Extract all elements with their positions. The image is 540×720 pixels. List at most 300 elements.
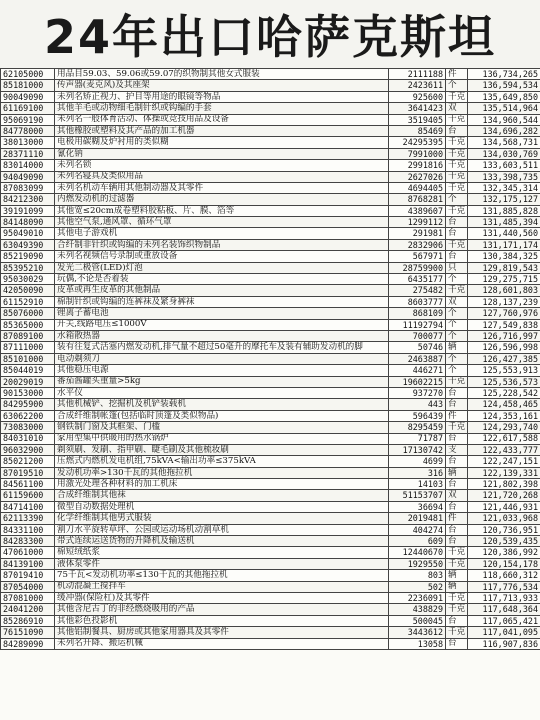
table-row	[1, 217, 540, 228]
product-name-cell: 氰化钠	[55, 148, 389, 159]
product-name-cell: 合成纤维制其他袜	[55, 490, 389, 501]
table-row	[1, 422, 540, 433]
quantity-cell: 7991000	[389, 148, 446, 159]
table-row	[1, 627, 540, 638]
hs-code-cell: 62113390	[1, 513, 55, 524]
product-name-cell: 其他彩色投影机	[55, 615, 389, 626]
table-row	[1, 444, 540, 455]
quantity-cell: 24295395	[389, 137, 446, 148]
product-name-cell: 钢铁制门窗及其框架、门槛	[55, 422, 389, 433]
unit-cell: 件	[446, 69, 468, 80]
quantity-cell: 71787	[389, 433, 446, 444]
unit-cell: 台	[446, 479, 468, 490]
unit-cell: 千克	[446, 205, 468, 216]
table-row	[1, 239, 540, 250]
product-name-cell: 其他稳压电源	[55, 365, 389, 376]
quantity-cell: 2463887	[389, 353, 446, 364]
product-name-cell: 水平仪	[55, 387, 389, 398]
unit-cell: 辆	[446, 581, 468, 592]
unit-cell: 件	[446, 410, 468, 421]
unit-cell: 辆	[446, 570, 468, 581]
quantity-cell: 438829	[389, 604, 446, 615]
hs-code-cell: 24041200	[1, 604, 55, 615]
table-row	[1, 296, 540, 307]
product-name-cell: 带式连续运送货物的升降机及输送机	[55, 536, 389, 547]
quantity-cell: 12440670	[389, 547, 446, 558]
quantity-cell: 17130742	[389, 444, 446, 455]
value-cell: 131,171,174	[468, 239, 540, 250]
export-table-body	[1, 69, 540, 650]
hs-code-cell: 87111000	[1, 342, 55, 353]
value-cell: 117,713,933	[468, 592, 540, 603]
product-name-cell: 75千瓦<发动机功率≤130千瓦的其他拖拉机	[55, 570, 389, 581]
table-row	[1, 558, 540, 569]
table-row	[1, 103, 540, 114]
table-row	[1, 638, 540, 649]
value-cell: 126,427,385	[468, 353, 540, 364]
unit-cell: 千克	[446, 182, 468, 193]
product-name-cell: 缓冲器(保险杠)及其零件	[55, 592, 389, 603]
hs-code-cell: 62105000	[1, 69, 55, 80]
quantity-cell: 4389607	[389, 205, 446, 216]
product-name-cell: 用激光处理各种材料的加工机床	[55, 479, 389, 490]
unit-cell: 个	[446, 365, 468, 376]
product-name-cell: 棉制针织或钩编的连裤袜及紧身裤袜	[55, 296, 389, 307]
quantity-cell: 4699	[389, 456, 446, 467]
unit-cell: 台	[446, 125, 468, 136]
table-row	[1, 479, 540, 490]
hs-code-cell: 85044019	[1, 365, 55, 376]
product-name-cell: 合成纤维制帐篷(包括临时顶篷及类似物品)	[55, 410, 389, 421]
product-name-cell: 其他空气泵,通风罩、循环气罩	[55, 217, 389, 228]
value-cell: 135,514,964	[468, 103, 540, 114]
hs-code-cell: 87019410	[1, 570, 55, 581]
value-cell: 118,660,312	[468, 570, 540, 581]
value-cell: 125,553,913	[468, 365, 540, 376]
hs-code-cell: 95049010	[1, 228, 55, 239]
product-name-cell: 未列名一般体育活动、体操或竞技用品及设备	[55, 114, 389, 125]
value-cell: 134,960,544	[468, 114, 540, 125]
product-name-cell: 电极用碳糊及炉衬用的类似糊	[55, 137, 389, 148]
value-cell: 124,458,465	[468, 399, 540, 410]
hs-code-cell: 84283300	[1, 536, 55, 547]
table-row	[1, 513, 540, 524]
value-cell: 126,596,998	[468, 342, 540, 353]
table-row	[1, 330, 540, 341]
hs-code-cell: 87081000	[1, 592, 55, 603]
table-row	[1, 308, 540, 319]
value-cell: 125,228,542	[468, 387, 540, 398]
quantity-cell: 868109	[389, 308, 446, 319]
hs-code-cell: 76151090	[1, 627, 55, 638]
value-cell: 124,353,161	[468, 410, 540, 421]
quantity-cell: 2111188	[389, 69, 446, 80]
value-cell: 120,386,992	[468, 547, 540, 558]
quantity-cell: 275482	[389, 285, 446, 296]
hs-code-cell: 87019510	[1, 467, 55, 478]
quantity-cell: 6435177	[389, 274, 446, 285]
product-name-cell: 合纤制非针织或钩编的未列名装饰织物制品	[55, 239, 389, 250]
quantity-cell: 937270	[389, 387, 446, 398]
product-name-cell: 开关,线路电压≤1000V	[55, 319, 389, 330]
quantity-cell: 11192794	[389, 319, 446, 330]
page-title: 24年出口哈萨克斯坦	[0, 0, 540, 68]
value-cell: 121,446,931	[468, 501, 540, 512]
quantity-cell: 2236091	[389, 592, 446, 603]
quantity-cell: 443	[389, 399, 446, 410]
table-row	[1, 433, 540, 444]
hs-code-cell: 47061000	[1, 547, 55, 558]
hs-code-cell: 84031010	[1, 433, 55, 444]
unit-cell: 个	[446, 330, 468, 341]
hs-code-cell: 85395210	[1, 262, 55, 273]
product-name-cell: 未列名矫正视力、护目等用途的眼镜等物品	[55, 91, 389, 102]
value-cell: 131,885,828	[468, 205, 540, 216]
table-row	[1, 581, 540, 592]
table-row	[1, 205, 540, 216]
product-name-cell: 其他含尼古丁的非经燃烧吸用的产品	[55, 604, 389, 615]
value-cell: 132,345,314	[468, 182, 540, 193]
hs-code-cell: 87089100	[1, 330, 55, 341]
hs-code-cell: 84561100	[1, 479, 55, 490]
hs-code-cell: 84212300	[1, 194, 55, 205]
unit-cell: 个	[446, 274, 468, 285]
table-row	[1, 148, 540, 159]
value-cell: 128,601,803	[468, 285, 540, 296]
quantity-cell: 2423611	[389, 80, 446, 91]
hs-code-cell: 90153000	[1, 387, 55, 398]
hs-code-cell: 95069190	[1, 114, 55, 125]
hs-code-cell: 38013000	[1, 137, 55, 148]
quantity-cell: 2832906	[389, 239, 446, 250]
product-name-cell: 装有往复式活塞内燃发动机,排气量不超过50毫升的摩托车及装有辅助发动机的脚	[55, 342, 389, 353]
product-name-cell: 其他羊毛或动物细毛制针织或钩编的手套	[55, 103, 389, 114]
value-cell: 134,696,282	[468, 125, 540, 136]
unit-cell: 台	[446, 638, 468, 649]
table-row	[1, 125, 540, 136]
table-row	[1, 342, 540, 353]
value-cell: 121,802,398	[468, 479, 540, 490]
quantity-cell: 316	[389, 467, 446, 478]
hs-code-cell: 84289090	[1, 638, 55, 649]
value-cell: 120,736,951	[468, 524, 540, 535]
product-name-cell: 玩偶,不论是否着装	[55, 274, 389, 285]
quantity-cell: 14103	[389, 479, 446, 490]
value-cell: 122,139,331	[468, 467, 540, 478]
value-cell: 122,617,588	[468, 433, 540, 444]
hs-code-cell: 63062200	[1, 410, 55, 421]
unit-cell: 千克	[446, 239, 468, 250]
quantity-cell: 3519405	[389, 114, 446, 125]
unit-cell: 只	[446, 262, 468, 273]
product-name-cell: 水箱散热器	[55, 330, 389, 341]
unit-cell: 千克	[446, 376, 468, 387]
hs-code-cell: 61169100	[1, 103, 55, 114]
quantity-cell: 2991816	[389, 160, 446, 171]
hs-code-cell: 84139100	[1, 558, 55, 569]
table-row	[1, 182, 540, 193]
unit-cell: 个	[446, 194, 468, 205]
product-name-cell: 用品目59.03、59.06或59.07的织物制其他女式服装	[55, 69, 389, 80]
hs-code-cell: 42050090	[1, 285, 55, 296]
table-row	[1, 467, 540, 478]
value-cell: 131,485,394	[468, 217, 540, 228]
unit-cell: 辆	[446, 342, 468, 353]
product-name-cell: 棉短绒纸浆	[55, 547, 389, 558]
unit-cell: 件	[446, 513, 468, 524]
table-row	[1, 570, 540, 581]
unit-cell: 千克	[446, 592, 468, 603]
unit-cell: 千克	[446, 114, 468, 125]
table-row	[1, 410, 540, 421]
quantity-cell: 291981	[389, 228, 446, 239]
unit-cell: 台	[446, 217, 468, 228]
hs-code-cell: 61152910	[1, 296, 55, 307]
hs-code-cell: 90049090	[1, 91, 55, 102]
unit-cell: 千克	[446, 91, 468, 102]
table-row	[1, 69, 540, 80]
product-name-cell: 化学纤维制其他男式服装	[55, 513, 389, 524]
table-row	[1, 353, 540, 364]
export-table	[0, 68, 540, 650]
quantity-cell: 446271	[389, 365, 446, 376]
unit-cell: 双	[446, 490, 468, 501]
value-cell: 126,716,997	[468, 330, 540, 341]
table-row	[1, 194, 540, 205]
quantity-cell: 502	[389, 581, 446, 592]
table-row	[1, 285, 540, 296]
unit-cell: 千克	[446, 148, 468, 159]
value-cell: 133,398,735	[468, 171, 540, 182]
table-row	[1, 399, 540, 410]
product-name-cell: 锂离子蓄电池	[55, 308, 389, 319]
product-name-cell: 未列名寝具及类似用品	[55, 171, 389, 182]
hs-code-cell: 85076000	[1, 308, 55, 319]
product-name-cell: 未列名锁	[55, 160, 389, 171]
table-row	[1, 228, 540, 239]
hs-code-cell: 20029019	[1, 376, 55, 387]
hs-code-cell: 85101000	[1, 353, 55, 364]
value-cell: 127,549,838	[468, 319, 540, 330]
unit-cell: 台	[446, 536, 468, 547]
quantity-cell: 8603777	[389, 296, 446, 307]
table-row	[1, 262, 540, 273]
product-name-cell: 其他铝制餐具、厨房或其他家用器具及其零件	[55, 627, 389, 638]
value-cell: 133,603,511	[468, 160, 540, 171]
product-name-cell: 电动剃须刀	[55, 353, 389, 364]
unit-cell: 千克	[446, 604, 468, 615]
hs-code-cell: 61159600	[1, 490, 55, 501]
value-cell: 129,275,715	[468, 274, 540, 285]
value-cell: 130,384,325	[468, 251, 540, 262]
value-cell: 117,041,095	[468, 627, 540, 638]
table-row	[1, 171, 540, 182]
export-table-sheet	[0, 68, 540, 720]
value-cell: 121,033,968	[468, 513, 540, 524]
table-row	[1, 160, 540, 171]
table-row	[1, 365, 540, 376]
hs-code-cell: 84778000	[1, 125, 55, 136]
product-name-cell: 其他宽≤20cm成卷塑料胶粘板、片、膜、箔等	[55, 205, 389, 216]
product-name-cell: 未列名机动车辆用其他制动器及其零件	[55, 182, 389, 193]
quantity-cell: 500045	[389, 615, 446, 626]
hs-code-cell: 84295900	[1, 399, 55, 410]
value-cell: 135,649,850	[468, 91, 540, 102]
value-cell: 121,720,268	[468, 490, 540, 501]
unit-cell: 台	[446, 251, 468, 262]
quantity-cell: 2627026	[389, 171, 446, 182]
value-cell: 136,734,265	[468, 69, 540, 80]
unit-cell: 千克	[446, 285, 468, 296]
quantity-cell: 1299112	[389, 217, 446, 228]
quantity-cell: 8295459	[389, 422, 446, 433]
value-cell: 122,433,777	[468, 444, 540, 455]
product-name-cell: 发光二极管(LED)灯泡	[55, 262, 389, 273]
unit-cell: 个	[446, 319, 468, 330]
value-cell: 122,247,151	[468, 456, 540, 467]
hs-code-cell: 83014000	[1, 160, 55, 171]
product-name-cell: 其他电子游戏机	[55, 228, 389, 239]
unit-cell: 双	[446, 103, 468, 114]
hs-code-cell: 63049390	[1, 239, 55, 250]
quantity-cell: 567971	[389, 251, 446, 262]
quantity-cell: 700077	[389, 330, 446, 341]
unit-cell: 个	[446, 353, 468, 364]
unit-cell: 辆	[446, 467, 468, 478]
product-name-cell: 未列名视频信号录制或重放设备	[55, 251, 389, 262]
hs-code-cell: 28371110	[1, 148, 55, 159]
value-cell: 134,030,769	[468, 148, 540, 159]
hs-code-cell: 85286910	[1, 615, 55, 626]
quantity-cell: 596439	[389, 410, 446, 421]
unit-cell: 千克	[446, 558, 468, 569]
unit-cell: 支	[446, 444, 468, 455]
value-cell: 124,293,740	[468, 422, 540, 433]
unit-cell: 千克	[446, 160, 468, 171]
quantity-cell: 4694405	[389, 182, 446, 193]
hs-code-cell: 84714100	[1, 501, 55, 512]
table-row	[1, 592, 540, 603]
unit-cell: 双	[446, 296, 468, 307]
hs-code-cell: 87054000	[1, 581, 55, 592]
value-cell: 131,440,560	[468, 228, 540, 239]
unit-cell: 千克	[446, 422, 468, 433]
table-row	[1, 80, 540, 91]
quantity-cell: 609	[389, 536, 446, 547]
table-row	[1, 524, 540, 535]
value-cell: 117,776,534	[468, 581, 540, 592]
table-row	[1, 615, 540, 626]
unit-cell: 台	[446, 501, 468, 512]
hs-code-cell: 85219090	[1, 251, 55, 262]
table-row	[1, 251, 540, 262]
unit-cell: 个	[446, 80, 468, 91]
hs-code-cell: 85365000	[1, 319, 55, 330]
unit-cell: 台	[446, 228, 468, 239]
quantity-cell: 1929550	[389, 558, 446, 569]
hs-code-cell: 95030029	[1, 274, 55, 285]
hs-code-cell: 84331100	[1, 524, 55, 535]
hs-code-cell: 85181000	[1, 80, 55, 91]
product-name-cell: 微型自动数据处理机	[55, 501, 389, 512]
quantity-cell: 85469	[389, 125, 446, 136]
quantity-cell: 2019481	[389, 513, 446, 524]
table-row	[1, 376, 540, 387]
hs-code-cell: 96032900	[1, 444, 55, 455]
product-name-cell: 割刀水平旋转草坪、公园或运动场机动割草机	[55, 524, 389, 535]
table-row	[1, 547, 540, 558]
product-name-cell: 未列名升降、搬运机械	[55, 638, 389, 649]
value-cell: 128,137,239	[468, 296, 540, 307]
unit-cell: 个	[446, 308, 468, 319]
unit-cell: 台	[446, 387, 468, 398]
unit-cell: 台	[446, 524, 468, 535]
table-row	[1, 604, 540, 615]
product-name-cell: 剃须刷、发刷、指甲刷、睫毛刷及其他梳妆刷	[55, 444, 389, 455]
table-row	[1, 387, 540, 398]
quantity-cell: 803	[389, 570, 446, 581]
value-cell: 117,648,364	[468, 604, 540, 615]
value-cell: 136,594,534	[468, 80, 540, 91]
unit-cell: 千克	[446, 137, 468, 148]
table-row	[1, 114, 540, 125]
unit-cell: 台	[446, 433, 468, 444]
hs-code-cell: 73083000	[1, 422, 55, 433]
value-cell: 129,819,543	[468, 262, 540, 273]
quantity-cell: 3641423	[389, 103, 446, 114]
hs-code-cell: 39191099	[1, 205, 55, 216]
table-row	[1, 456, 540, 467]
product-name-cell: 家用型集中供暖用的热水锅炉	[55, 433, 389, 444]
table-row	[1, 536, 540, 547]
product-name-cell: 番茄酱罐头重量>5kg	[55, 376, 389, 387]
quantity-cell: 925600	[389, 91, 446, 102]
unit-cell: 千克	[446, 171, 468, 182]
unit-cell: 台	[446, 399, 468, 410]
table-row	[1, 319, 540, 330]
quantity-cell: 50746	[389, 342, 446, 353]
quantity-cell: 51153707	[389, 490, 446, 501]
unit-cell: 千克	[446, 627, 468, 638]
unit-cell: 台	[446, 456, 468, 467]
value-cell: 117,065,421	[468, 615, 540, 626]
hs-code-cell: 85021200	[1, 456, 55, 467]
product-name-cell: 传声器(麦克风)及其座架	[55, 80, 389, 91]
quantity-cell: 13058	[389, 638, 446, 649]
product-name-cell: 皮革或再生皮革的其他制品	[55, 285, 389, 296]
product-name-cell: 内燃发动机的过滤器	[55, 194, 389, 205]
quantity-cell: 3443612	[389, 627, 446, 638]
table-row	[1, 490, 540, 501]
hs-code-cell: 87083099	[1, 182, 55, 193]
value-cell: 120,539,435	[468, 536, 540, 547]
quantity-cell: 36694	[389, 501, 446, 512]
quantity-cell: 404274	[389, 524, 446, 535]
product-name-cell: 其他橡胶或塑料及其产品的加工机器	[55, 125, 389, 136]
product-name-cell: 机动混凝土搅拌车	[55, 581, 389, 592]
table-row	[1, 137, 540, 148]
hs-code-cell: 84148090	[1, 217, 55, 228]
unit-cell: 台	[446, 615, 468, 626]
table-row	[1, 91, 540, 102]
hs-code-cell: 94049090	[1, 171, 55, 182]
value-cell: 125,536,573	[468, 376, 540, 387]
quantity-cell: 28759900	[389, 262, 446, 273]
product-name-cell: 发动机功率>130千瓦的其他拖拉机	[55, 467, 389, 478]
value-cell: 120,154,178	[468, 558, 540, 569]
value-cell: 132,175,127	[468, 194, 540, 205]
quantity-cell: 19602215	[389, 376, 446, 387]
